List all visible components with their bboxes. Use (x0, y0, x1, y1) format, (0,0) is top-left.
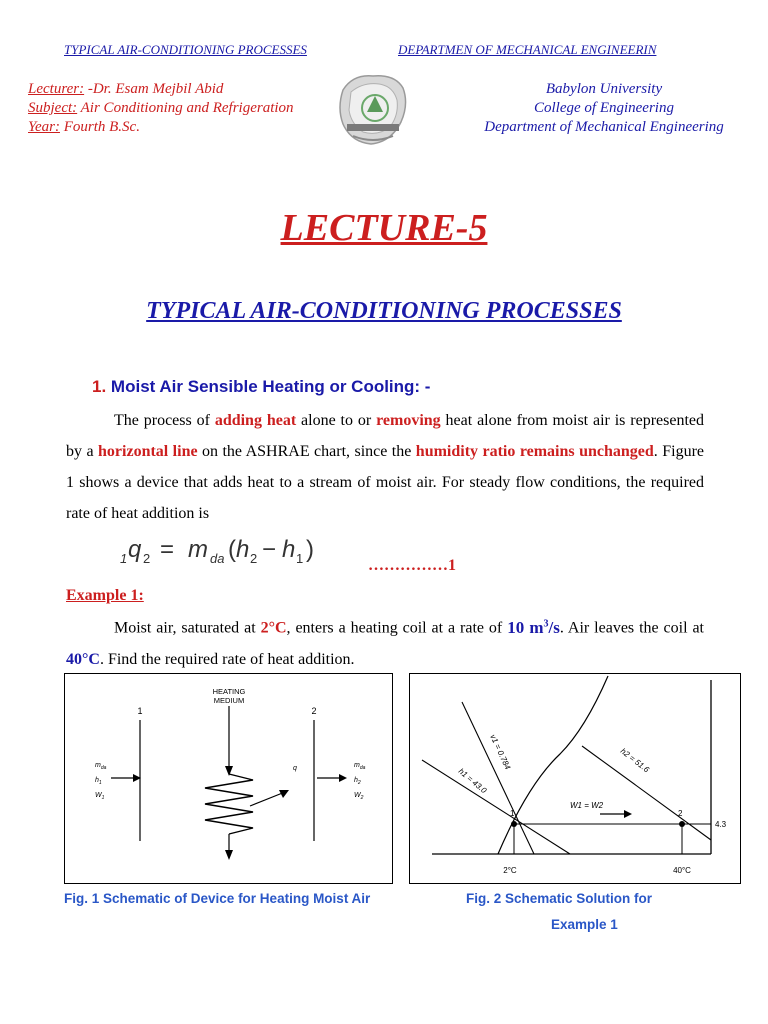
figure-1-caption: Fig. 1 Schematic of Device for Heating Moist Air (64, 891, 371, 906)
h1-label: h1 = 43.0 (456, 766, 489, 796)
lecturer-label: Lecturer: (28, 81, 85, 97)
value-2c: 2°C (260, 619, 287, 637)
ex-text: Moist air, saturated at (114, 619, 261, 637)
main-title: TYPICAL AIR-CONDITIONING PROCESSES (146, 298, 622, 324)
svg-text:h2: $h_2$ (354, 777, 361, 786)
lecture-title: LECTURE-5 (280, 207, 488, 249)
svg-text:h: h (282, 536, 296, 563)
w-equality-label: W1 = W2 (570, 801, 604, 810)
svg-text:1: 1 (296, 551, 304, 566)
station-1-label: 1 (137, 706, 143, 716)
ex-text: . Find the required rate of heat addition. (99, 650, 355, 668)
psychrometric-solution-chart (410, 674, 740, 883)
intro-paragraph (66, 405, 704, 529)
lecturer-value: -Dr. Esam Mejbil Abid (87, 81, 224, 97)
flow-sup: 3 (543, 618, 549, 629)
svg-text:2: 2 (250, 551, 258, 566)
college-name: College of Engineering (534, 100, 674, 116)
subject-value: Air Conditioning and Refrigeration (80, 100, 294, 116)
subject-label: Subject: (28, 100, 78, 116)
course-info (28, 80, 294, 137)
figure-2 (409, 673, 741, 884)
ex-text: , enters a heating coil at a rate of (286, 619, 508, 637)
ex-text: . Air leaves the coil at (559, 619, 705, 637)
svg-text:−: − (262, 536, 277, 563)
year-label: Year: (28, 119, 60, 135)
section-number: 1. (92, 377, 107, 396)
svg-text:2: 2 (143, 551, 151, 566)
w-value-label: 4.3 (715, 820, 727, 829)
point-1-label: 1 (510, 809, 515, 818)
v1-label: v1 = 0.784 (488, 733, 513, 771)
value-40c: 40°C (66, 650, 100, 668)
para-text: alone to or (296, 412, 377, 429)
heating-label-2: MEDIUM (213, 696, 245, 705)
flow-num: 10 m (507, 617, 544, 637)
department-name: Department of Mechanical Engineering (484, 119, 724, 135)
svg-text:h1: $h_1$ (95, 777, 102, 786)
header-right: DEPARTMEN OF MECHANICAL ENGINEERIN (398, 42, 657, 57)
svg-text:): ) (306, 536, 314, 563)
svg-text:m: m (188, 536, 208, 563)
svg-text:(: ( (228, 536, 236, 563)
highlight-horizontal-line: horizontal line (98, 443, 198, 460)
highlight-removing: removing (376, 412, 441, 429)
example-paragraph (66, 608, 704, 675)
station-2-label: 2 (311, 706, 317, 716)
temp-2-label: 40°C (673, 866, 691, 875)
university-name: Babylon University (545, 81, 663, 97)
q-label: q (293, 765, 297, 772)
para-text: on the ASHRAE chart, since the (197, 443, 416, 460)
header-left: TYPICAL AIR-CONDITIONING PROCESSES (64, 42, 307, 57)
highlight-adding-heat: adding heat (214, 412, 297, 429)
svg-text:mda: $m_{da}$ (354, 762, 366, 771)
point-2-label: 2 (678, 809, 683, 818)
svg-text:da: da (210, 551, 225, 566)
heating-device-diagram (65, 674, 392, 883)
example-label: Example 1: (66, 587, 144, 604)
value-flow (507, 618, 560, 637)
equation-image (118, 533, 358, 573)
highlight-humidity-ratio: humidity ratio remains unchanged (415, 443, 654, 460)
svg-text:1: 1 (120, 551, 128, 566)
heating-label-1: HEATING (212, 687, 246, 696)
year-value: Fourth B.Sc. (63, 119, 140, 135)
university-logo (333, 70, 413, 148)
temp-1-label: 2°C (503, 866, 517, 875)
svg-text:q: q (128, 536, 142, 563)
figure-1 (64, 673, 393, 884)
flow-unit: /s (548, 617, 560, 637)
para-text: . Figure 1 shows a device that adds heat to a stream of moist air. For steady flow conditions, the required rate of heat addition is (66, 443, 705, 522)
svg-text:W2: $W_2$ (354, 792, 364, 801)
svg-text:W1: $W_1$ (95, 792, 105, 801)
equation-number: ……………1 (368, 557, 456, 574)
para-text: The process of (114, 412, 215, 429)
institution-info (448, 80, 760, 137)
para-text: heat alone from moist air is represented by a (66, 412, 705, 460)
section-heading (92, 377, 430, 397)
svg-text:=: = (160, 536, 175, 563)
figure-2-caption-line1: Fig. 2 Schematic Solution for (466, 891, 653, 906)
figure-2-caption-line2: Example 1 (551, 917, 618, 932)
svg-text:h: h (236, 536, 250, 563)
section-title: Moist Air Sensible Heating or Cooling: - (110, 377, 431, 396)
svg-text:mda: $m_{da}$ (95, 762, 107, 771)
h2-label: h2 = 51.6 (618, 746, 651, 775)
